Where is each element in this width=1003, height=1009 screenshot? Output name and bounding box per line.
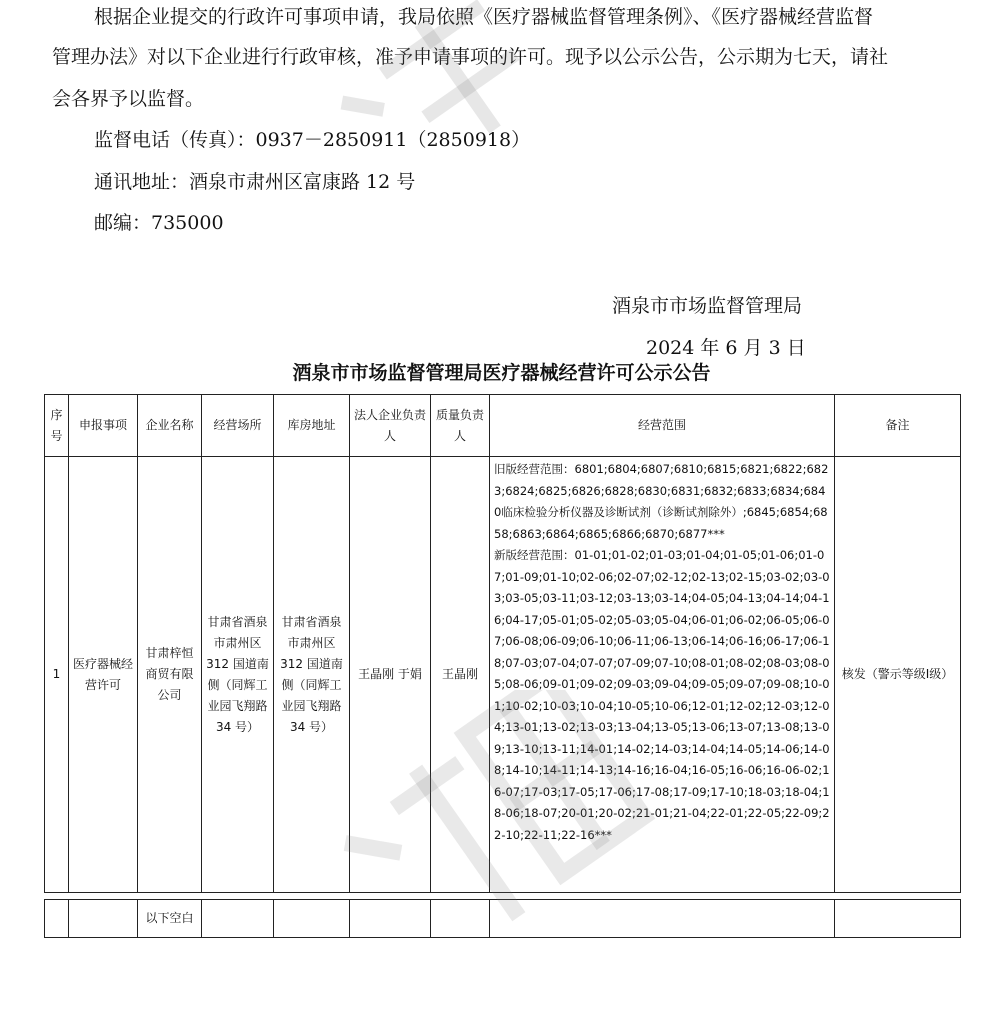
cell-legal: 王晶刚 于娟 [350,457,431,893]
notice-line-3: 会各界予以监督。 [52,88,205,110]
header-quality: 质量负责人 [431,395,490,457]
header-scope: 经营范围 [490,395,835,457]
blank-row-table [44,899,961,938]
cell-company: 甘肃梓恒商贸有限公司 [138,457,202,893]
header-warehouse: 库房地址 [274,395,350,457]
cell-quality: 王晶刚 [431,457,490,893]
notice-line-2: 管理办法》对以下企业进行行政审核，准予申请事项的许可。现予以公示公告，公示期为七天，请社 [52,46,889,68]
blank-cell [431,900,490,938]
header-site: 经营场所 [202,395,274,457]
cell-scope [490,457,835,893]
scope-old-version: 旧版经营范围：6801;6804;6807;6810;6815;6821;6822;6823;6824;6825;6826;6828;6830;6831;6832;6833;6834;6840临床检验分析仪器及诊断试剂（诊断试剂除外）;6845;6854;6858;6863;6864;6865;6866;6870;6877*** [494,462,829,541]
notice-line-1: 根据企业提交的行政许可事项申请，我局依照《医疗器械监督管理条例》、《医疗器械经营监督 [94,6,874,28]
blank-cell [490,900,835,938]
header-item: 申报事项 [69,395,138,457]
blank-cell [69,900,138,938]
license-table [44,394,961,893]
header-company: 企业名称 [138,395,202,457]
blank-row [45,900,961,938]
header-legal: 法人企业负责人 [350,395,431,457]
table-title: 酒泉市市场监督管理局医疗器械经营许可公示公告 [292,362,711,384]
cell-warehouse: 甘肃省酒泉市肃州区 312 国道南侧（同辉工业园飞翔路 34 号） [274,457,350,893]
signature-date: 2024 年 6 月 3 日 [646,337,806,359]
blank-cell [274,900,350,938]
blank-cell [202,900,274,938]
notice-postcode: 邮编：735000 [94,212,224,234]
watermark-mark-top [330,0,570,200]
cell-item: 医疗器械经营许可 [69,457,138,893]
cell-site: 甘肃省酒泉市肃州区 312 国道南侧（同辉工业园飞翔路 34 号） [202,457,274,893]
blank-cell [350,900,431,938]
header-seq: 序号 [45,395,69,457]
header-remark: 备注 [835,395,961,457]
table-row [45,457,961,893]
blank-cell [835,900,961,938]
signature-org: 酒泉市市场监督管理局 [612,295,803,317]
cell-seq: 1 [45,457,69,893]
notice-phone: 监督电话（传真）：0937－2850911（2850918） [94,129,531,151]
scope-new-version: 新版经营范围：01-01;01-02;01-03;01-04;01-05;01-06;01-07;01-09;01-10;02-06;02-07;02-12;02-13;02-15;03-02;03-03;03-05;03-11;03-12;03-13;03-14;04-05;04-13;04-14;04-16;04-17;05-01;05-02;05-03;05-04;06-01;06-02;06-05;06-07;06-08;06-09;06-10;06-11;06-13;06-14;06-16;06-17;06-18;07-03;07-04;07-07;07-09;07-10;08-01;08-02;08-03;08-05;08-06;09-01;09-02;09-03;09-04;09-05;09-07;09-08;10-01;10-02;10-03;10-04;10-05;10-06;12-01;12-02;12-03;12-04;13-01;13-02;13-03;13-04;13-05;13-06;13-07;13-08;13-09;13-10;13-11;14-01;14-02;14-03;14-04;14-05;14-06;14-08;14-10;14-11;14-13;14-16;16-04;16-05;16-06;16-06-02;16-07;17-03;17-05;17-06;17-08;17-09;17-10;18-03;18-04;18-06;18-07;20-01;20-02;21-01;21-04;22-01;22-05;22-09;22-10;22-11;22-16*** [494,548,830,842]
notice-address: 通讯地址：酒泉市肃州区富康路 12 号 [94,171,416,193]
blank-note: 以下空白 [138,900,202,938]
cell-remark: 核发（警示等级Ⅰ级） [835,457,961,893]
table-header-row [45,395,961,457]
blank-cell [45,900,69,938]
